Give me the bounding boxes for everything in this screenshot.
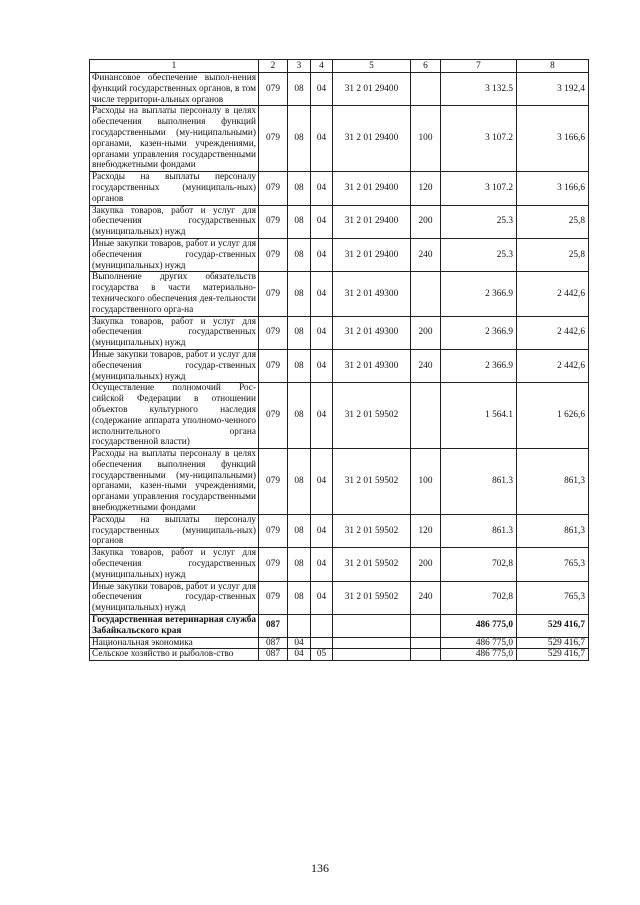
subsection-cell: 04 [311,349,333,382]
section-cell: 08 [288,349,311,382]
subsection-cell: 04 [311,581,333,614]
target-article-cell: 31 2 01 49300 [333,316,411,349]
admin-code-cell: 079 [259,581,288,614]
amount-year2-cell: 529 416,7 [517,637,589,649]
amount-year2-cell: 765,3 [517,581,589,614]
admin-code-cell: 079 [259,205,288,238]
subsection-cell: 04 [311,514,333,547]
target-article-cell: 31 2 01 29400 [333,106,411,172]
row-name-cell: Расходы на выплаты персоналу государственных (муниципаль-ных) органов [90,172,259,205]
target-article-cell: 31 2 01 29400 [333,172,411,205]
amount-year1-cell: 861.3 [441,514,517,547]
target-article-cell: 31 2 01 59502 [333,514,411,547]
amount-year1-cell: 3 107.2 [441,172,517,205]
section-cell: 08 [288,581,311,614]
amount-year2-cell: 765,3 [517,548,589,581]
subsection-cell: 05 [311,649,333,661]
admin-code-cell: 079 [259,383,288,449]
expense-type-cell: 200 [411,548,441,581]
table-row [90,615,589,638]
admin-code-cell: 079 [259,449,288,515]
admin-code-cell: 079 [259,548,288,581]
row-name-cell: Государственная ветеринарная служба Забайкальского края [90,615,259,638]
admin-code-cell: 087 [259,637,288,649]
amount-year1-cell: 702,8 [441,581,517,614]
amount-year1-cell: 486 775,0 [441,637,517,649]
section-cell: 08 [288,272,311,316]
admin-code-cell: 079 [259,73,288,106]
table-row [90,106,589,172]
amount-year2-cell: 2 442,6 [517,272,589,316]
row-name-cell: Иные закупки товаров, работ и услуг для обеспечения государ-ственных (муниципальных) нужд [90,581,259,614]
expense-type-cell: 200 [411,316,441,349]
subsection-cell: 04 [311,238,333,271]
amount-year2-cell: 2 442,6 [517,349,589,382]
table-row [90,383,589,449]
table-row [90,637,589,649]
section-cell: 08 [288,106,311,172]
amount-year1-cell: 2 366.9 [441,272,517,316]
amount-year1-cell: 702,8 [441,548,517,581]
subsection-cell: 04 [311,383,333,449]
amount-year1-cell: 2 366.9 [441,316,517,349]
expense-type-cell: 120 [411,172,441,205]
amount-year2-cell: 25,8 [517,205,589,238]
section-cell: 08 [288,383,311,449]
amount-year1-cell: 3 107.2 [441,106,517,172]
target-article-cell: 31 2 01 49300 [333,272,411,316]
table-row [90,548,589,581]
subsection-cell: 04 [311,548,333,581]
admin-code-cell: 087 [259,649,288,661]
table-row [90,316,589,349]
subsection-cell: 04 [311,449,333,515]
admin-code-cell: 079 [259,106,288,172]
section-cell: 08 [288,548,311,581]
expense-type-cell: 240 [411,581,441,614]
subsection-cell [311,637,333,649]
section-cell: 08 [288,316,311,349]
subsection-cell: 04 [311,272,333,316]
row-name-cell: Закупка товаров, работ и услуг для обеспечения государственных (муниципальных) нужд [90,548,259,581]
admin-code-cell: 079 [259,514,288,547]
expense-type-cell: 240 [411,238,441,271]
header-cell: 4 [311,60,333,73]
target-article-cell: 31 2 01 59502 [333,449,411,515]
subsection-cell: 04 [311,316,333,349]
row-name-cell: Иные закупки товаров, работ и услуг для обеспечения государ-ственных (муниципальных) нужд [90,349,259,382]
target-article-cell: 31 2 01 29400 [333,73,411,106]
section-cell: 08 [288,238,311,271]
target-article-cell [333,615,411,638]
amount-year1-cell: 3 132.5 [441,73,517,106]
target-article-cell [333,637,411,649]
expense-type-cell: 100 [411,449,441,515]
header-cell: 5 [333,60,411,73]
table-row [90,205,589,238]
target-article-cell: 31 2 01 49300 [333,349,411,382]
expense-type-cell: 100 [411,106,441,172]
amount-year2-cell: 25,8 [517,238,589,271]
admin-code-cell: 087 [259,615,288,638]
header-cell: 3 [288,60,311,73]
row-name-cell: Выполнение других обязательств государства в части материально-технического обеспечения дея-тельности государственного орга-на [90,272,259,316]
amount-year1-cell: 25.3 [441,238,517,271]
header-cell: 8 [517,60,589,73]
amount-year2-cell: 2 442,6 [517,316,589,349]
table-row [90,238,589,271]
amount-year2-cell: 861,3 [517,514,589,547]
section-cell: 04 [288,649,311,661]
expense-type-cell [411,383,441,449]
target-article-cell: 31 2 01 29400 [333,238,411,271]
section-cell: 08 [288,205,311,238]
section-cell: 08 [288,514,311,547]
amount-year2-cell: 529 416,7 [517,615,589,638]
header-cell: 7 [441,60,517,73]
amount-year2-cell: 3 166,6 [517,172,589,205]
amount-year1-cell: 861.3 [441,449,517,515]
expense-type-cell [411,637,441,649]
table-row [90,349,589,382]
amount-year1-cell: 486 775,0 [441,615,517,638]
expense-type-cell [411,272,441,316]
admin-code-cell: 079 [259,316,288,349]
target-article-cell: 31 2 01 29400 [333,205,411,238]
section-cell: 04 [288,637,311,649]
row-name-cell: Закупка товаров, работ и услуг для обеспечения государственных (муниципальных) нужд [90,205,259,238]
header-row [90,60,589,73]
amount-year1-cell: 1 564.1 [441,383,517,449]
amount-year1-cell: 486 775,0 [441,649,517,661]
target-article-cell: 31 2 01 59502 [333,581,411,614]
expense-type-cell [411,615,441,638]
expense-type-cell: 240 [411,349,441,382]
target-article-cell: 31 2 01 59502 [333,383,411,449]
table-row [90,272,589,316]
header-cell: 2 [259,60,288,73]
row-name-cell: Осуществление полномочий Рос-сийской Федерации в отношении объектов культурного наследия (содержание аппарата уполномо-ченного исполнительного органа государственной власти) [90,383,259,449]
expense-type-cell: 200 [411,205,441,238]
header-cell: 6 [411,60,441,73]
subsection-cell: 04 [311,205,333,238]
budget-table [89,59,589,661]
amount-year1-cell: 2 366.9 [441,349,517,382]
admin-code-cell: 079 [259,349,288,382]
section-cell [288,615,311,638]
section-cell: 08 [288,73,311,106]
row-name-cell: Расходы на выплаты персоналу в целях обеспечения выполнения функций государственными (му-ниципальными) органами, казен-ными учреждениями, органами управления государственными внебюджетными фондами [90,106,259,172]
section-cell: 08 [288,449,311,515]
amount-year2-cell: 3 192,4 [517,73,589,106]
row-name-cell: Расходы на выплаты персоналу в целях обеспечения выполнения функций государственными (му-ниципальными) органами, казен-ными учреждениями, органами управления государственными внебюджетными фондами [90,449,259,515]
amount-year1-cell: 25.3 [441,205,517,238]
expense-type-cell: 120 [411,514,441,547]
subsection-cell: 04 [311,73,333,106]
table-row [90,172,589,205]
section-cell: 08 [288,172,311,205]
row-name-cell: Национальная экономика [90,637,259,649]
table-body [90,60,589,661]
header-cell: 1 [90,60,259,73]
admin-code-cell: 079 [259,272,288,316]
expense-type-cell [411,73,441,106]
row-name-cell: Сельское хозяйство и рыболов-ство [90,649,259,661]
subsection-cell: 04 [311,172,333,205]
target-article-cell: 31 2 01 59502 [333,548,411,581]
expense-type-cell [411,649,441,661]
table-row [90,73,589,106]
table-row [90,449,589,515]
row-name-cell: Расходы на выплаты персоналу государственных (муниципаль-ных) органов [90,514,259,547]
table-row [90,649,589,661]
target-article-cell [333,649,411,661]
table-row [90,514,589,547]
row-name-cell: Финансовое обеспечение выпол-нения функций государственных органов, в том числе территори-альных органов [90,73,259,106]
admin-code-cell: 079 [259,172,288,205]
amount-year2-cell: 1 626,6 [517,383,589,449]
subsection-cell: 04 [311,106,333,172]
amount-year2-cell: 861,3 [517,449,589,515]
row-name-cell: Иные закупки товаров, работ и услуг для обеспечения государ-ственных (муниципальных) нужд [90,238,259,271]
page-number: 136 [311,861,329,875]
amount-year2-cell: 3 166,6 [517,106,589,172]
row-name-cell: Закупка товаров, работ и услуг для обеспечения государственных (муниципальных) нужд [90,316,259,349]
amount-year2-cell: 529 416,7 [517,649,589,661]
subsection-cell [311,615,333,638]
table-row [90,581,589,614]
admin-code-cell: 079 [259,238,288,271]
